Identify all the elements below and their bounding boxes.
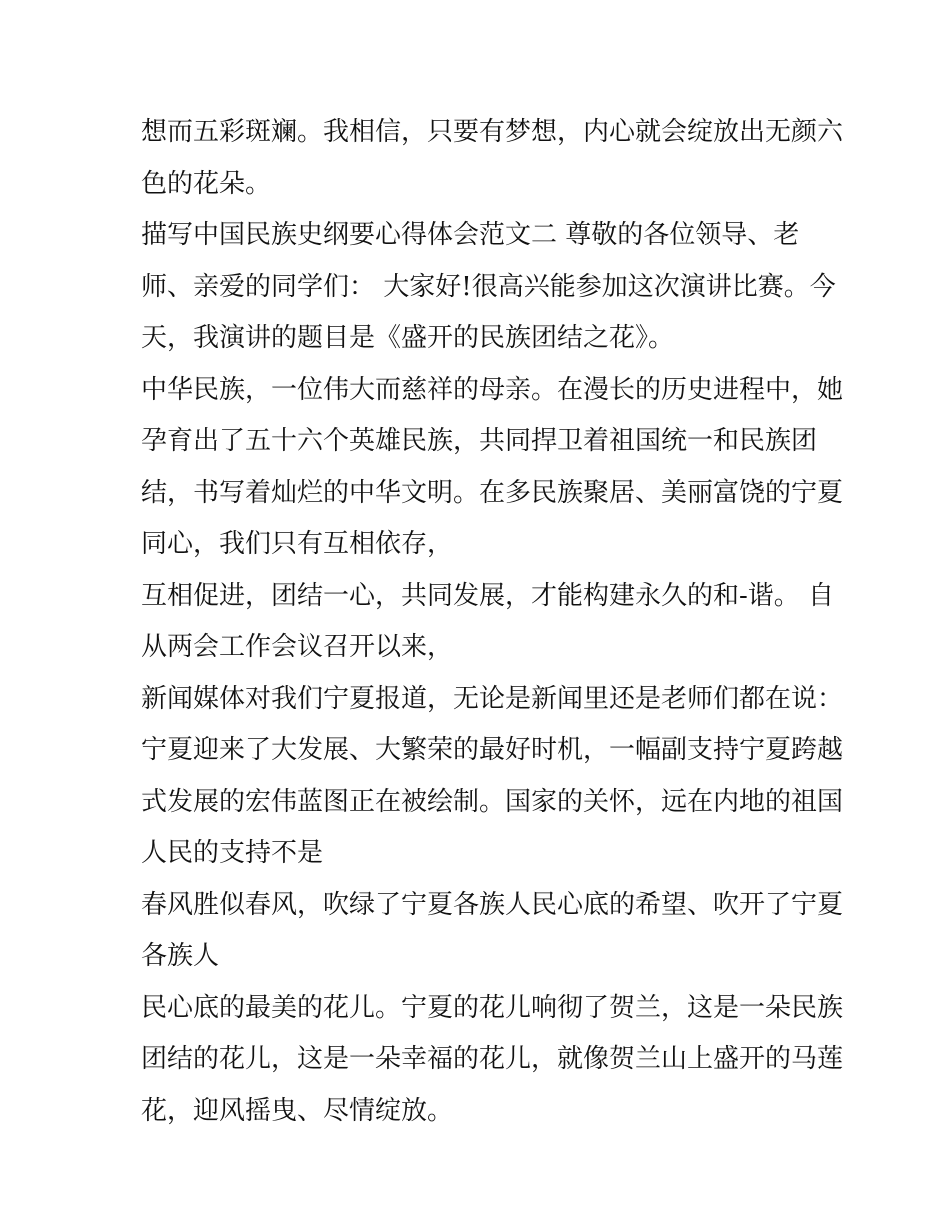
text-line: 同心，我们只有互相依存， (141, 529, 454, 559)
text-line: 民心底的最美的花儿。宁夏的花儿响彻了贺兰，这是一朵民族 (141, 992, 844, 1023)
text-line: 想而五彩斑斓。我相信，只要有梦想，内心就会绽放出无颜六 (141, 117, 844, 147)
text-line: 孕育出了五十六个英雄民族，共同捍卫着祖国统一和民族团 (141, 426, 818, 456)
text-line: 色的花朵。 (141, 168, 272, 199)
text-line: 互相促进，团结一心，共同发展，才能构建永久的和-谐。 自 (141, 580, 835, 611)
text-line: 从两会工作会议召开以来， (141, 632, 454, 662)
text-line: 结，书写着灿烂的中华文明。在多民族聚居、美丽富饶的宁夏 (141, 477, 844, 508)
text-line: 师、亲爱的同学们： 大家好!很高兴能参加这次演讲比赛。今 (141, 271, 836, 302)
text-line: 新闻媒体对我们宁夏报道，无论是新闻里还是老师们都在说： (141, 683, 844, 714)
document-text (141, 107, 844, 1137)
text-line: 各族人 (141, 941, 220, 971)
text-line: 式发展的宏伟蓝图正在被绘制。国家的关怀，远在内地的祖国 (141, 786, 844, 817)
text-line: 宁夏迎来了大发展、大繁荣的最好时机，一幅副支持宁夏跨越 (141, 735, 844, 765)
text-line: 春风胜似春风，吹绿了宁夏各族人民心底的希望、吹开了宁夏 (141, 889, 844, 920)
text-line: 描写中国民族史纲要心得体会范文二 尊敬的各位领导、老 (141, 220, 800, 250)
text-line: 人民的支持不是 (141, 838, 324, 868)
text-line: 中华民族，一位伟大而慈祥的母亲。在漫长的历史进程中，她 (141, 374, 844, 405)
text-line: 花，迎风摇曳、尽情绽放。 (141, 1095, 454, 1126)
text-line: 团结的花儿，这是一朵幸福的花儿，就像贺兰山上盛开的马莲 (141, 1044, 844, 1074)
text-line: 天，我演讲的题目是《盛开的民族团结之花》。 (141, 323, 675, 353)
